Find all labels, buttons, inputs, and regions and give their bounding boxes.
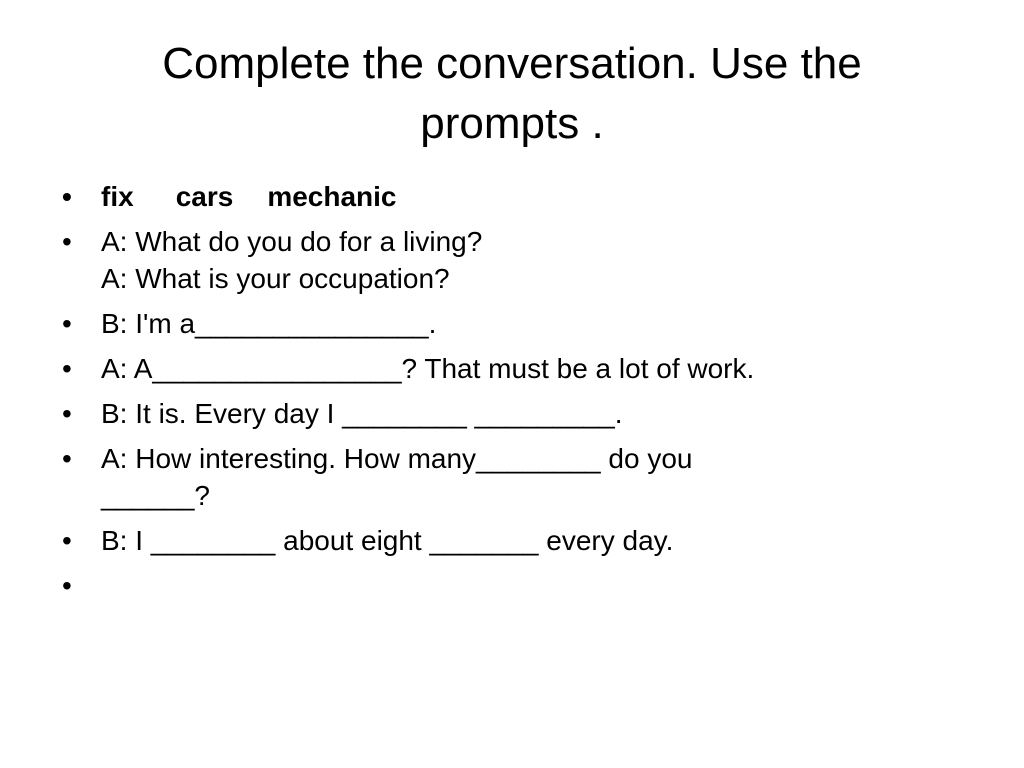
bullet-icon: •: [62, 570, 72, 601]
bullet-list: [56, 178, 976, 612]
prompt-word-cars: cars: [175, 181, 234, 212]
bullet-icon: •: [62, 443, 72, 474]
prompt-word-fix: fix: [101, 181, 134, 212]
bullet-item-prompts: [56, 178, 976, 215]
dialogue-line: [101, 567, 976, 604]
bullet-item-how-many: [56, 440, 976, 514]
title-line-1: Complete the conversation. Use the: [162, 39, 862, 88]
bullet-icon: •: [62, 353, 72, 384]
dialogue-line: ______?: [101, 480, 211, 511]
bullet-icon: •: [62, 226, 72, 257]
bullet-item-empty: [56, 567, 976, 604]
bullet-icon: •: [62, 308, 72, 339]
dialogue-line: A: What is your occupation?: [101, 263, 450, 294]
prompt-word-mechanic: mechanic: [267, 181, 397, 212]
bullet-item-answer-job: [56, 305, 976, 342]
bullet-item-lot-of-work: [56, 350, 976, 387]
bullet-icon: •: [62, 181, 72, 212]
dialogue-line: B: I'm a_______________.: [101, 308, 437, 339]
bullet-item-every-day: [56, 395, 976, 432]
dialogue-line: B: It is. Every day I ________ _________.: [101, 398, 623, 429]
dialogue-line: A: A________________? That must be a lot of work.: [101, 353, 755, 384]
bullet-icon: •: [62, 398, 72, 429]
bullet-item-occupation-question: [56, 223, 976, 297]
dialogue-line: A: How interesting. How many________ do you: [101, 443, 693, 474]
dialogue-line: A: What do you do for a living?: [101, 226, 483, 257]
bullet-icon: •: [62, 525, 72, 556]
dialogue-line: B: I ________ about eight _______ every day.: [101, 525, 674, 556]
slide-title: [60, 34, 964, 154]
title-line-2: prompts .: [420, 99, 604, 148]
bullet-item-about-eight: [56, 522, 976, 559]
